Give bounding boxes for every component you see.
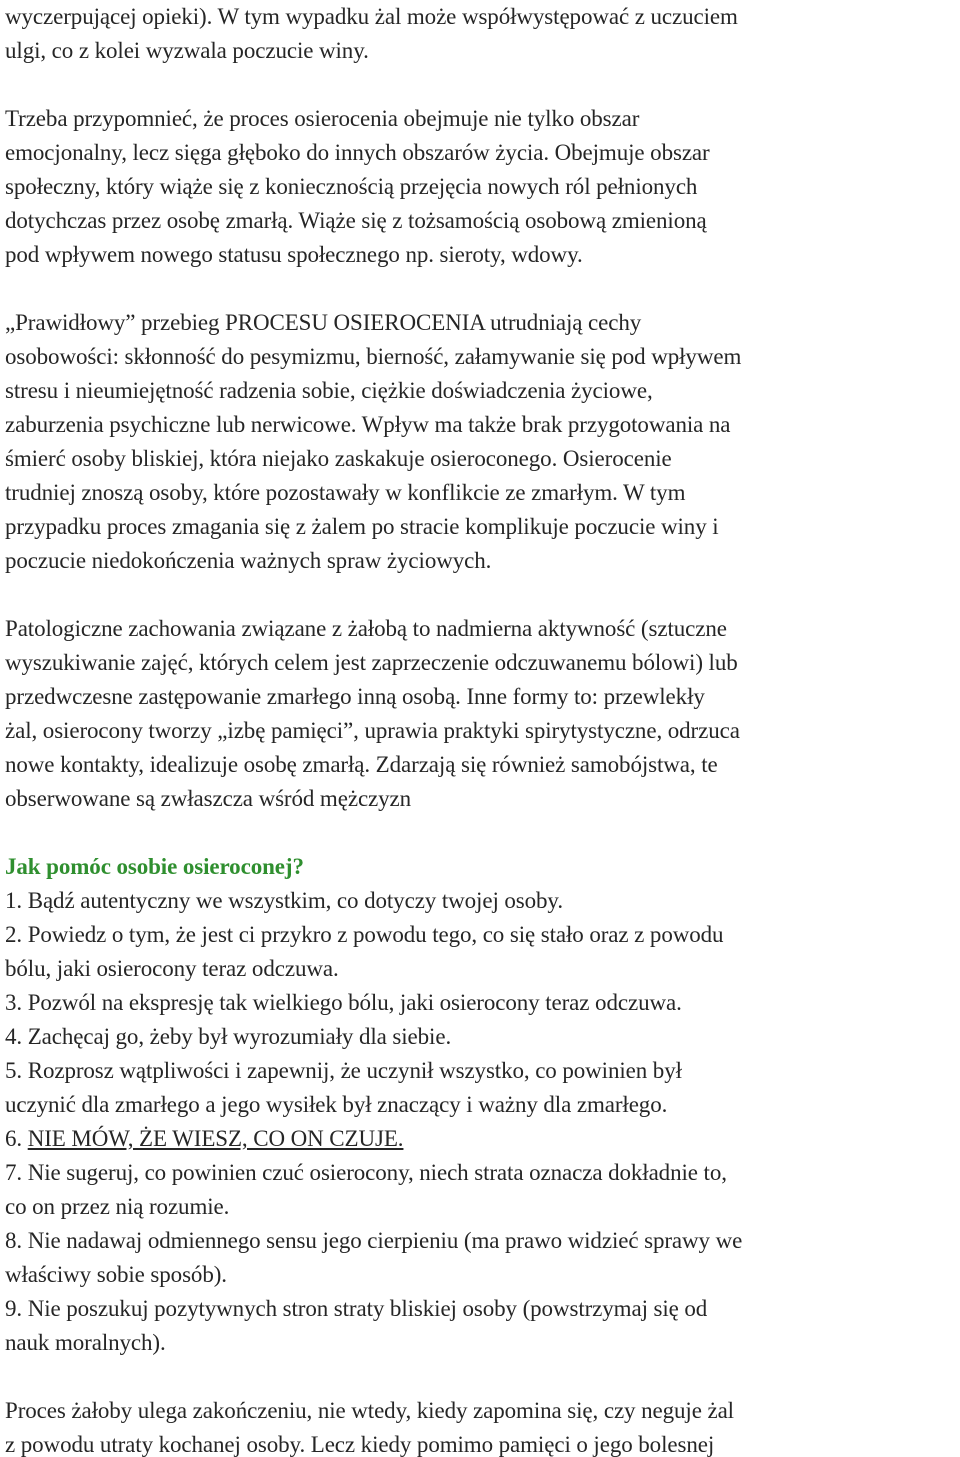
paragraph-process (5, 102, 954, 272)
text-line: społeczny, który wiąże się z koniecznością przejęcia nowych ról pełnionych (5, 174, 698, 199)
text-line: poczucie niedokończenia ważnych spraw życiowych. (5, 548, 492, 573)
text-line: nauk moralnych). (5, 1330, 166, 1355)
text-line: dotychczas przez osobę zmarłą. Wiąże się z tożsamością osobową zmienioną (5, 208, 707, 233)
text-line: 4. Zachęcaj go, żeby był wyrozumiały dla siebie. (5, 1024, 452, 1049)
paragraph-ending (5, 1394, 954, 1457)
paragraph-correct-process (5, 306, 954, 578)
text-line: 3. Pozwól na ekspresję tak wielkiego bólu, jaki osierocony teraz odczuwa. (5, 990, 682, 1015)
paragraph-spacer (5, 578, 954, 612)
list-item (5, 1292, 954, 1360)
list-item (5, 1122, 954, 1156)
text-line: 1. Bądź autentyczny we wszystkim, co dotyczy twojej osoby. (5, 888, 563, 913)
paragraph-intro (5, 0, 954, 68)
text-line (5, 1122, 954, 1156)
text-line: bólu, jaki osierocony teraz odczuwa. (5, 956, 339, 981)
list-item (5, 1224, 954, 1292)
text-line: wyszukiwanie zajęć, których celem jest zaprzeczenie odczuwanemu bólowi) lub (5, 650, 738, 675)
text-line: śmierć osoby bliskiej, która niejako zaskakuje osieroconego. Osierocenie (5, 446, 672, 471)
underlined-warning: NIE MÓW, ŻE WIESZ, CO ON CZUJE. (27, 1126, 404, 1151)
text-line: co on przez nią rozumie. (5, 1194, 230, 1219)
text-line: emocjonalny, lecz sięga głęboko do innych obszarów życia. Obejmuje obszar (5, 140, 710, 165)
text-line: Proces żałoby ulega zakończeniu, nie wtedy, kiedy zapomina się, czy neguje żal (5, 1398, 734, 1423)
text-line: 8. Nie nadawaj odmiennego sensu jego cierpieniu (ma prawo widzieć sprawy we (5, 1228, 743, 1253)
text-line: osobowości: skłonność do pesymizmu, bierność, załamywanie się pod wpływem (5, 344, 742, 369)
text-line: żal, osierocony tworzy „izbę pamięci”, uprawia praktyki spirytystyczne, odrzuca (5, 718, 740, 743)
text-line: „Prawidłowy” przebieg PROCESU OSIEROCENIA utrudniają cechy (5, 310, 642, 335)
text-line: pod wpływem nowego statusu społecznego np. sieroty, wdowy. (5, 242, 583, 267)
text-line: Patologiczne zachowania związane z żałobą to nadmierna aktywność (sztuczne (5, 616, 727, 641)
list-item (5, 986, 954, 1020)
list-item (5, 1020, 954, 1054)
text-line: przedwczesne zastępowanie zmarłego inną osobą. Inne formy to: przewlekły (5, 684, 705, 709)
text-line: 7. Nie sugeruj, co powinien czuć osierocony, niech strata oznacza dokładnie to, (5, 1160, 727, 1185)
paragraph-spacer (5, 1360, 954, 1394)
text-line: stresu i nieumiejętność radzenia sobie, ciężkie doświadczenia życiowe, (5, 378, 653, 403)
text-line: właściwy sobie sposób). (5, 1262, 227, 1287)
text-line: 2. Powiedz o tym, że jest ci przykro z powodu tego, co się stało oraz z powodu (5, 922, 724, 947)
list-item (5, 918, 954, 986)
text-line: wyczerpującej opieki). W tym wypadku żal może współwystępować z uczuciem (5, 4, 738, 29)
text-line: 5. Rozprosz wątpliwości i zapewnij, że uczynił wszystko, co powinien był (5, 1058, 682, 1083)
list-item-number: 6. (5, 1126, 28, 1151)
text-line: przypadku proces zmagania się z żalem po stracie komplikuje poczucie winy i (5, 514, 719, 539)
paragraph-spacer (5, 272, 954, 306)
help-list (5, 884, 954, 1360)
text-line: z powodu utraty kochanej osoby. Lecz kiedy pomimo pamięci o jego bolesnej (5, 1432, 715, 1457)
list-item (5, 1156, 954, 1224)
list-item (5, 1054, 954, 1122)
section-heading: Jak pomóc osobie osieroconej? (5, 854, 304, 879)
text-line: Trzeba przypomnieć, że proces osierocenia obejmuje nie tylko obszar (5, 106, 640, 131)
text-line: trudniej znoszą osoby, które pozostawały w konflikcie ze zmarłym. W tym (5, 480, 686, 505)
text-line: nowe kontakty, idealizuje osobę zmarłą. Zdarzają się również samobójstwa, te (5, 752, 718, 777)
paragraph-spacer (5, 68, 954, 102)
text-line: 9. Nie poszukuj pozytywnych stron straty bliskiej osoby (powstrzymaj się od (5, 1296, 708, 1321)
list-item (5, 884, 954, 918)
paragraph-spacer (5, 816, 954, 850)
text-line: uczynić dla zmarłego a jego wysiłek był znaczący i ważny dla zmarłego. (5, 1092, 668, 1117)
paragraph-pathological (5, 612, 954, 816)
text-line: zaburzenia psychiczne lub nerwicowe. Wpływ ma także brak przygotowania na (5, 412, 731, 437)
text-line: ulgi, co z kolei wyzwala poczucie winy. (5, 38, 369, 63)
text-line: obserwowane są zwłaszcza wśród mężczyzn (5, 786, 412, 811)
